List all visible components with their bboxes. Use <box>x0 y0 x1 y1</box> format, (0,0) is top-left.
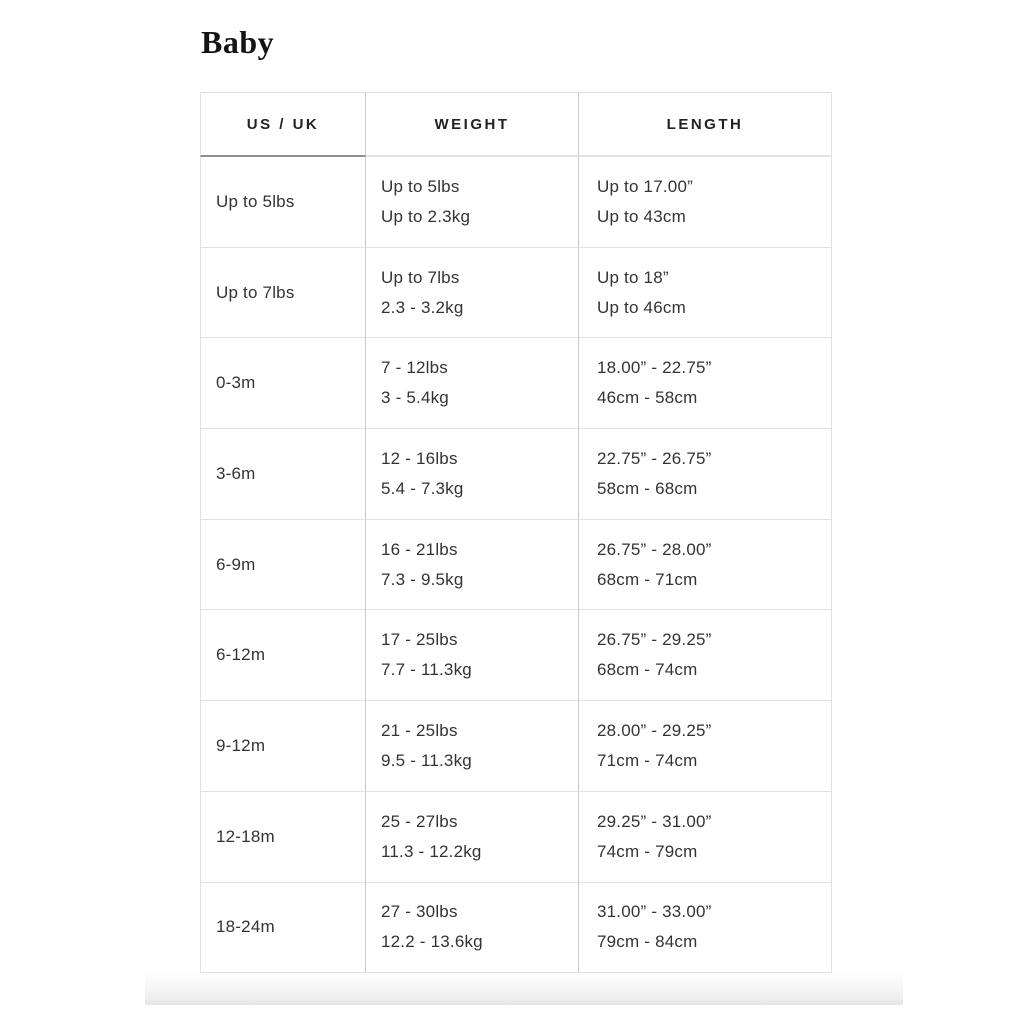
weight-lbs-value: 25 - 27lbs <box>381 811 458 831</box>
size-label: 6-9m <box>216 554 256 574</box>
table-row <box>200 157 832 248</box>
length-cell <box>579 248 832 339</box>
weight-kg-value: 5.4 - 7.3kg <box>381 478 464 498</box>
weight-cell <box>366 157 579 248</box>
weight-lbs-value: 12 - 16lbs <box>381 448 458 468</box>
length-cm-value: 68cm - 71cm <box>597 569 698 589</box>
size-label: 6-12m <box>216 645 266 665</box>
table-row <box>200 429 832 520</box>
length-cm-value: 71cm - 74cm <box>597 750 698 770</box>
length-cm-value: Up to 43cm <box>597 206 686 226</box>
table-row <box>200 520 832 611</box>
table-row <box>200 792 832 883</box>
weight-kg-value: 3 - 5.4kg <box>381 388 449 408</box>
length-inches-value: 26.75” - 28.00” <box>597 539 712 559</box>
length-cm-value: 79cm - 84cm <box>597 932 698 952</box>
length-inches-value: 31.00” - 33.00” <box>597 902 712 922</box>
size-label: Up to 5lbs <box>216 191 295 211</box>
weight-lbs-value: 7 - 12lbs <box>381 358 449 378</box>
length-inches-value: 18.00” - 22.75” <box>597 358 712 378</box>
size-table-body <box>200 157 832 973</box>
size-label: 9-12m <box>216 735 266 755</box>
size-label: 12-18m <box>216 826 275 846</box>
weight-cell <box>366 520 579 611</box>
weight-cell <box>366 883 579 974</box>
weight-cell <box>366 248 579 339</box>
weight-lbs-value: 17 - 25lbs <box>381 630 458 650</box>
size-cell <box>200 248 366 339</box>
size-label: 3-6m <box>216 463 256 483</box>
section-bottom-shadow <box>145 972 903 1005</box>
length-cm-value: 68cm - 74cm <box>597 660 698 680</box>
length-inches-value: Up to 17.00” <box>597 176 693 196</box>
length-cell <box>579 883 832 974</box>
size-cell <box>200 610 366 701</box>
size-label: Up to 7lbs <box>216 282 295 302</box>
weight-kg-value: 7.3 - 9.5kg <box>381 569 464 589</box>
header-weight: WEIGHT <box>366 92 579 157</box>
weight-kg-value: 12.2 - 13.6kg <box>381 932 483 952</box>
table-row <box>200 883 832 974</box>
table-row <box>200 338 832 429</box>
length-cm-value: 46cm - 58cm <box>597 388 698 408</box>
weight-cell <box>366 792 579 883</box>
size-label: 18-24m <box>216 917 275 937</box>
size-cell <box>200 883 366 974</box>
page-title: Baby <box>201 24 275 60</box>
length-inches-value: Up to 18” <box>597 267 669 287</box>
weight-lbs-value: 16 - 21lbs <box>381 539 458 559</box>
length-cell <box>579 520 832 611</box>
weight-cell <box>366 701 579 792</box>
size-cell <box>200 338 366 429</box>
length-cell <box>579 338 832 429</box>
weight-kg-value: 2.3 - 3.2kg <box>381 297 464 317</box>
weight-kg-value: 11.3 - 12.2kg <box>381 841 482 861</box>
length-cm-value: Up to 46cm <box>597 297 686 317</box>
header-length: LENGTH <box>579 92 832 157</box>
table-row <box>200 248 832 339</box>
table-row <box>200 701 832 792</box>
length-cm-value: 58cm - 68cm <box>597 478 698 498</box>
length-cell <box>579 157 832 248</box>
weight-kg-value: 9.5 - 11.3kg <box>381 750 472 770</box>
size-cell <box>200 157 366 248</box>
size-cell <box>200 520 366 611</box>
weight-lbs-value: 27 - 30lbs <box>381 902 458 922</box>
size-cell <box>200 792 366 883</box>
table-header-row <box>200 92 832 157</box>
length-cell <box>579 610 832 701</box>
weight-kg-value: 7.7 - 11.3kg <box>381 660 472 680</box>
length-inches-value: 28.00” - 29.25” <box>597 720 712 740</box>
size-cell <box>200 429 366 520</box>
baby-size-table <box>200 92 832 973</box>
length-cell <box>579 792 832 883</box>
weight-lbs-value: Up to 5lbs <box>381 176 460 196</box>
header-us-uk: US / UK <box>200 92 366 157</box>
weight-cell <box>366 610 579 701</box>
length-cell <box>579 701 832 792</box>
weight-lbs-value: 21 - 25lbs <box>381 720 458 740</box>
length-inches-value: 26.75” - 29.25” <box>597 630 712 650</box>
weight-cell <box>366 429 579 520</box>
table-row <box>200 610 832 701</box>
length-cell <box>579 429 832 520</box>
weight-cell <box>366 338 579 429</box>
size-label: 0-3m <box>216 373 256 393</box>
weight-kg-value: Up to 2.3kg <box>381 206 471 226</box>
length-inches-value: 22.75” - 26.75” <box>597 448 712 468</box>
weight-lbs-value: Up to 7lbs <box>381 267 460 287</box>
length-cm-value: 74cm - 79cm <box>597 841 698 861</box>
size-cell <box>200 701 366 792</box>
length-inches-value: 29.25” - 31.00” <box>597 811 712 831</box>
